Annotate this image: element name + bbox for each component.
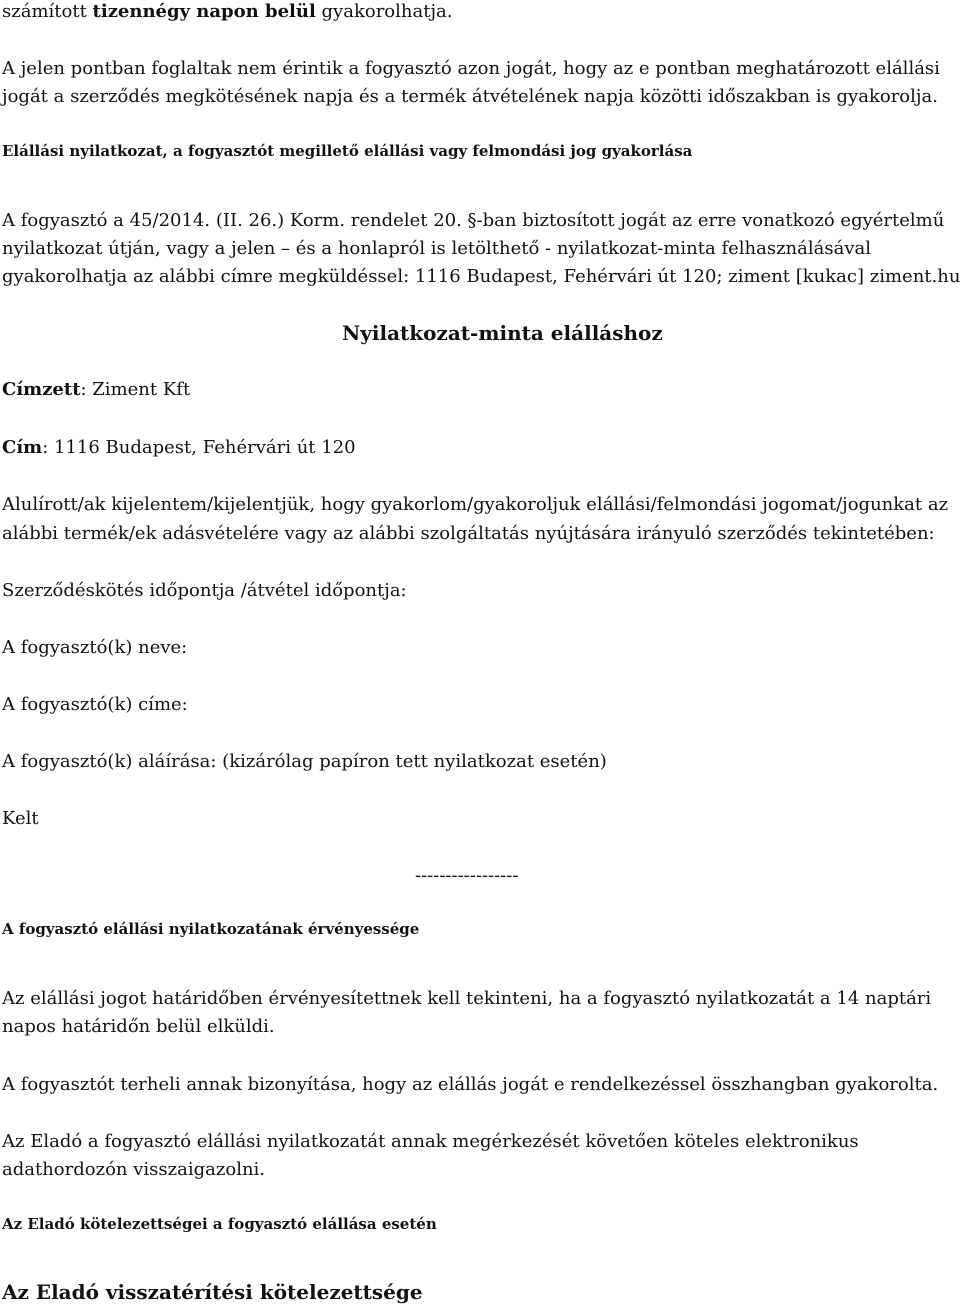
address-line xyxy=(2,434,956,461)
text-fragment: gyakorolhatja. xyxy=(315,1,453,22)
bold-fragment: tizennégy napon belül xyxy=(92,1,316,22)
paragraph-3-line-1: A fogyasztó a 45/2014. (II. 26.) Korm. rendelet 20. §-ban biztosított jogát az erre vonatkozó egyértelmű xyxy=(2,210,945,231)
dated-field: Kelt xyxy=(2,808,39,829)
section-heading-ervenyesseg: A fogyasztó elállási nyilatkozatának érvényessége xyxy=(2,920,420,938)
paragraph-3-line-3: gyakorolhatja az alábbi címre megküldéssel: 1116 Budapest, Fehérvári út 120; ziment [kukac] ziment.hu xyxy=(2,266,960,287)
signature-line: ----------------- xyxy=(415,865,519,886)
address-value: : 1116 Budapest, Fehérvári út 120 xyxy=(42,437,356,458)
paragraph-3-line-2: nyilatkozat útján, vagy a jelen – és a honlapról is letölthető - nyilatkozat-minta felhasználásával xyxy=(2,238,871,259)
recipient-label: Címzett xyxy=(2,379,81,400)
section-heading-kotelezettsegei: Az Eladó kötelezettségei a fogyasztó elállása esetén xyxy=(2,1215,437,1233)
paragraph-line-1 xyxy=(2,0,956,25)
address-label: Cím xyxy=(2,437,43,458)
paragraph-4-line-1: Alulírott/ak kijelentem/kijelentjük, hogy gyakorlom/gyakoroljuk elállási/felmondási jogomat/jogunkat az xyxy=(2,494,949,515)
paragraph-2-line-1: A jelen pontban foglaltak nem érintik a fogyasztó azon jogát, hogy az e pontban meghatározott elállási xyxy=(2,58,940,79)
contract-date-field: Szerződéskötés időpontja /átvétel időpontja: xyxy=(2,580,407,601)
section-heading-elallasi: Elállási nyilatkozat, a fogyasztót megillető elállási vagy felmondási jog gyakorlása xyxy=(2,142,693,160)
paragraph-2-line-2: jogát a szerződés megkötésének napja és a termék átvételének napja közötti időszakban is gyakorolja. xyxy=(2,86,938,107)
consumer-signature-field: A fogyasztó(k) aláírása: (kizárólag papíron tett nyilatkozat esetén) xyxy=(2,751,607,772)
paragraph-6: A fogyasztót terheli annak bizonyítása, hogy az elállás jogát e rendelkezéssel összhangban gyakorolta. xyxy=(2,1074,939,1095)
form-title: Nyilatkozat-minta elálláshoz xyxy=(342,321,663,345)
paragraph-5-line-2: napos határidőn belül elküldi. xyxy=(2,1016,275,1037)
recipient-line xyxy=(2,376,956,403)
paragraph-7-line-2: adathordozón visszaigazolni. xyxy=(2,1159,266,1180)
paragraph-7-line-1: Az Eladó a fogyasztó elállási nyilatkozatát annak megérkezését követően köteles elektronikus xyxy=(2,1131,859,1152)
text-fragment: számított xyxy=(2,1,93,22)
consumer-name-field: A fogyasztó(k) neve: xyxy=(2,637,188,658)
paragraph-4-line-2: alábbi termék/ek adásvételére vagy az alábbi szolgáltatás nyújtására irányuló szerződés tekintetében: xyxy=(2,523,935,544)
paragraph-5-line-1: Az elállási jogot határidőben érvényesítettnek kell tekinteni, ha a fogyasztó nyilatkozatát a 14 naptári xyxy=(2,988,932,1009)
section-heading-visszateritesi: Az Eladó visszatérítési kötelezettsége xyxy=(2,1280,423,1304)
consumer-address-field: A fogyasztó(k) címe: xyxy=(2,694,188,715)
recipient-value: : Ziment Kft xyxy=(80,379,191,400)
